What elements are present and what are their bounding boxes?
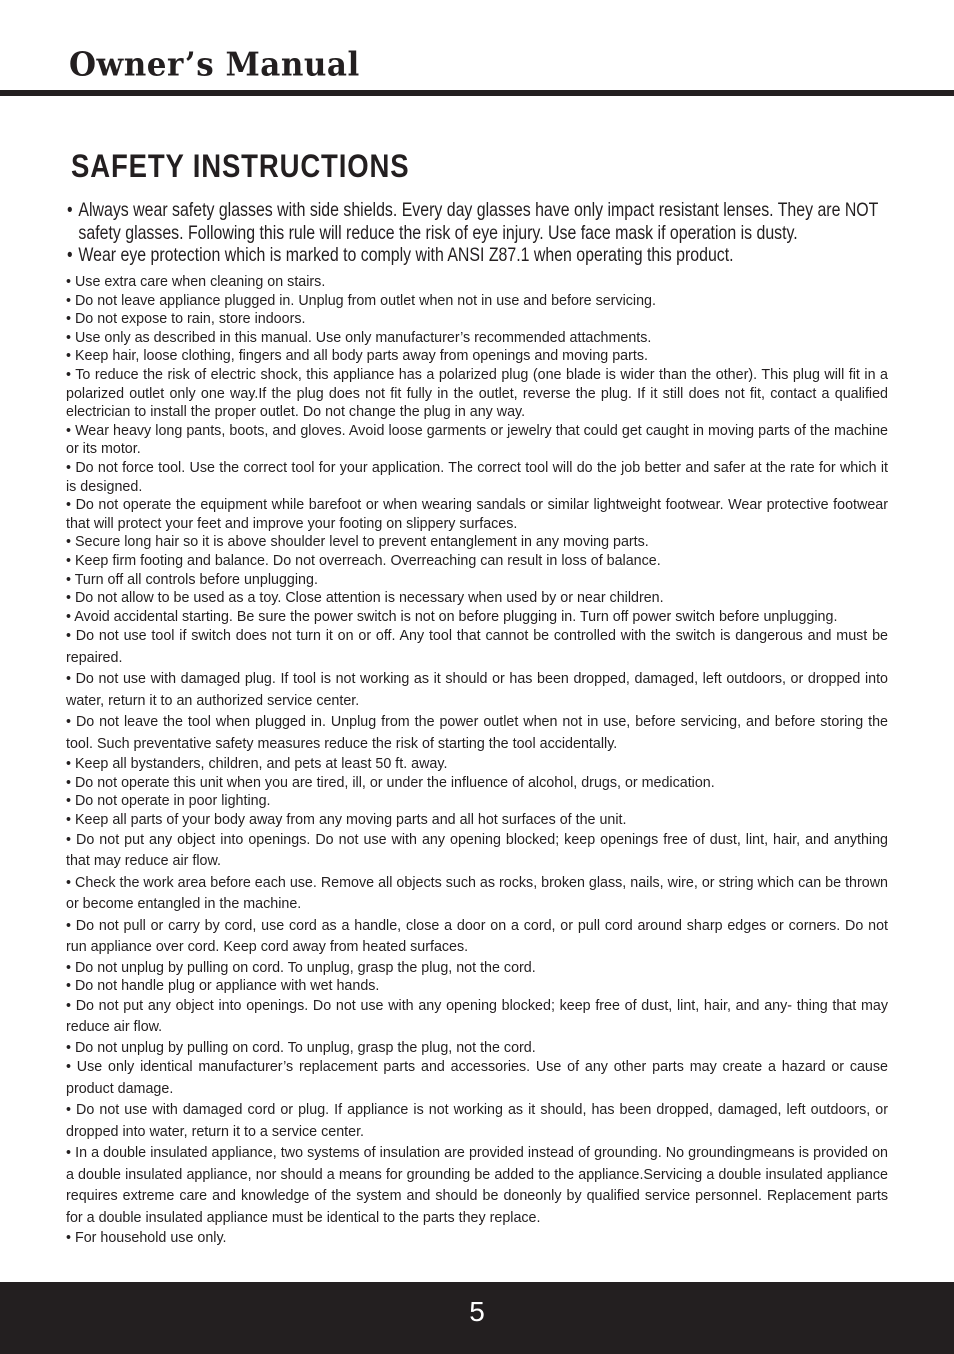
instruction-item: • Secure long hair so it is above shoulder level to prevent entanglement in any moving parts. — [66, 534, 649, 551]
instruction-item: • Use only identical manufacturer’s replacement parts and accessories. Use of any other parts may create a hazard or cause product damage. — [66, 1059, 888, 1097]
instruction-item: • Do not unplug by pulling on cord. To unplug, grasp the plug, not the cord. — [66, 1039, 536, 1056]
lead-warning-text: Wear eye protection which is marked to comply with ANSI Z87.1 when operating this product. — [78, 244, 734, 266]
instruction-item: • Do not use with damaged cord or plug. If appliance is not working as it should, has been dropped, damaged, left outdoors, or dropped into water, return it to a service center. — [66, 1102, 888, 1140]
instruction-item: • Do not force tool. Use the correct tool for your application. The correct tool will do the job better and safer at the rate for which it is designed. — [66, 459, 888, 495]
instruction-item: • Do not handle plug or appliance with wet hands. — [66, 978, 380, 995]
instruction-item: • Wear heavy long pants, boots, and gloves. Avoid loose garments or jewelry that could get caught in moving parts of the machine or its motor. — [66, 422, 888, 458]
instruction-item: • Keep hair, loose clothing, fingers and all body parts away from openings and moving parts. — [66, 348, 648, 365]
instruction-item: • For household use only. — [66, 1230, 227, 1247]
instruction-item: • In a double insulated appliance, two systems of insulation are provided instead of grounding. No groundingmeans is provided on a double insulated appliance, nor should a means for grounding be added to the appliance.Servicing a double insulated appliance requires extreme care and knowledge of the system and should be doneonly by qualified service personnel. Replacement parts for a double insulated appliance must be identical to the parts they replace. — [66, 1145, 888, 1226]
instruction-item: • Do not put any object into openings. Do not use with any opening blocked; keep free of dust, lint, hair, and any- thing that may reduce air flow. — [66, 997, 888, 1036]
instruction-item: • Do not leave the tool when plugged in. Unplug from the power outlet when not in use, before servicing, and before storing the tool. Such preventative safety measures reduce the risk of starting the tool accidentally. — [66, 714, 888, 752]
instruction-item: • Do not allow to be used as a toy. Close attention is necessary when used by or near children. — [66, 590, 664, 607]
instruction-item: • Do not operate this unit when you are tired, ill, or under the influence of alcohol, drugs, or medication. — [66, 774, 715, 791]
instruction-item: • Do not expose to rain, store indoors. — [66, 311, 306, 328]
bullet-icon: • — [67, 199, 73, 221]
instruction-item: • Do not unplug by pulling on cord. To unplug, grasp the plug, not the cord. — [66, 959, 536, 976]
section-title: SAFETY INSTRUCTIONS — [71, 148, 410, 184]
instruction-item: • Do not pull or carry by cord, use cord as a handle, close a door on a cord, or pull cord around sharp edges or corners. Do not run appliance over cord. Keep cord away from heated surfaces. — [66, 917, 888, 956]
instruction-item: • Do not put any object into openings. Do not use with any opening blocked; keep openings free of dust, lint, hair, and anything that may reduce air flow. — [66, 831, 888, 870]
lead-warning-item — [67, 199, 915, 244]
instruction-item: • Use extra care when cleaning on stairs. — [66, 274, 326, 290]
safety-instruction-list — [66, 273, 888, 1248]
instruction-item: • Keep all parts of your body away from any moving parts and all hot surfaces of the unit. — [66, 812, 627, 829]
instruction-item: • Do not operate in poor lighting. — [66, 793, 271, 810]
instruction-item: • To reduce the risk of electric shock, this appliance has a polarized plug (one blade is wider than the other). This plug will fit in a polarized outlet only one way.If the plug does not fit fully in the outlet, reverse the plug. If it still does not fit, contact a qualified electrician to install the proper outlet. Do not change the plug in any way. — [66, 366, 888, 421]
instruction-item: • Use only as described in this manual. Use only manufacturer’s recommended attachments. — [66, 329, 652, 346]
instruction-item: • Do not use with damaged plug. If tool is not working as it should or has been dropped, damaged, left outdoors, or dropped into water, return it to an authorized service center. — [66, 671, 888, 709]
lead-warnings — [67, 199, 915, 267]
manual-title: Owner’s Manual — [69, 46, 360, 84]
instruction-item: • Do not leave appliance plugged in. Unplug from outlet when not in use and before servicing. — [66, 292, 656, 309]
header-rule — [0, 90, 954, 96]
instruction-item: • Avoid accidental starting. Be sure the power switch is not on before plugging in. Turn off power switch before unplugging. — [66, 608, 838, 625]
lead-warning-item — [67, 244, 915, 267]
instruction-item: • Keep firm footing and balance. Do not overreach. Overreaching can result in loss of balance. — [66, 552, 661, 569]
instruction-item: • Turn off all controls before unplugging. — [66, 571, 318, 588]
instruction-item: • Check the work area before each use. Remove all objects such as rocks, broken glass, nails, wire, or string which can be thrown or become entangled in the machine. — [66, 874, 888, 913]
bullet-icon: • — [67, 244, 73, 266]
page-number: 5 — [469, 1296, 485, 1327]
instruction-item: • Do not use tool if switch does not turn it on or off. Any tool that cannot be controlled with the switch is dangerous and must be repaired. — [66, 628, 888, 666]
instruction-item: • Keep all bystanders, children, and pets at least 50 ft. away. — [66, 756, 448, 773]
lead-warning-text: Always wear safety glasses with side shields. Every day glasses have only impact resistant lenses. They are NOT safety glasses. Following this rule will reduce the risk of eye injury. Use face mask if operation is dusty. — [78, 199, 879, 244]
instruction-item: • Do not operate the equipment while barefoot or when wearing sandals or similar lightweight footwear. Wear protective footwear that will protect your feet and improve your footing on slippery surfaces. — [66, 497, 888, 532]
